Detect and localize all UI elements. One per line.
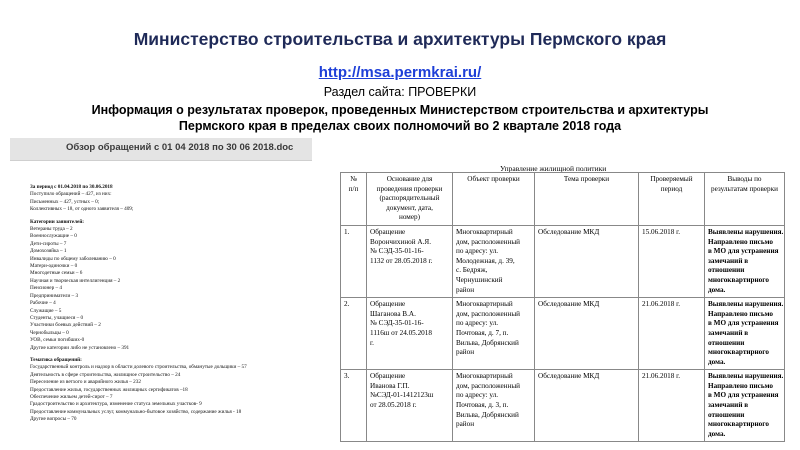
table-header-cell [705,173,785,226]
document-line: Тематика обращений: [30,356,82,363]
document-line: Предприниматели – 3 [30,292,79,299]
header-text: Основание для [386,175,433,183]
cell-text: Обращение [370,300,406,309]
header-text: результатам проверки [711,184,778,193]
cell-text: дома. [708,357,726,366]
cell-text: многоквартирного [708,275,769,284]
cell-text: дом, расположенный [456,309,521,318]
cell-text: 15.06.2018 г. [642,227,681,236]
document-line: Градостроительство и архитектура, изменение статуса земельных участков- 9 [30,401,202,408]
cell-text: Выявлены нарушения. [708,372,784,381]
document-line: Чернобыльцы – 0 [30,329,69,336]
document-line: Дети-сироты – 7 [30,240,67,247]
cell-text: Молодежная, д. 39, [456,256,515,265]
cell-period [639,370,705,442]
document-line: Предоставление коммунальных услуг, коммунально-бытовое хозяйство, содержание жилья - 18 [30,408,242,415]
cell-text: г. [370,338,374,347]
cell-text: от 28.05.2018 г. [370,401,417,410]
cell-text: Обращение [370,372,406,381]
document-line: Служащие – 5 [30,307,62,314]
cell-text: многоквартирного [708,348,769,357]
cell-text: Чернушинский [456,275,503,284]
cell-text: Направлено письмо [708,381,774,390]
cell-text: Вильва, Добрянский [456,410,519,419]
document-line: Деятельность в сфере строительства, жилищное строительство – 24 [30,371,181,378]
cell-text: 21.06.2018 г. [642,372,681,381]
document-filename[interactable]: Обзор обращений с 01 04 2018 по 30 06 2018.doc [66,142,294,153]
document-line: Государственный контроль и надзор в области долевого строительства, обманутые дольщики – 57 [30,364,247,371]
cell-text: дома. [708,285,726,294]
document-line: УОВ, семьи погибших-0 [30,337,85,344]
document-line: Рабочие – 4 [30,300,56,307]
document-line: Предоставление жилья, государственных жилищных сертификатов –18 [30,386,188,393]
cell-text: Почтовая, д. 7, п. [456,328,509,337]
document-header [10,138,312,161]
cell-result [705,225,785,297]
cell-text: отношении [708,266,745,275]
cell-text: № СЭД-35-01-16- [370,319,424,328]
cell-object [453,298,535,370]
cell-text: Почтовая, д. 3, п. [456,401,509,410]
cell-text: дома. [708,429,726,438]
document-line: Студенты, учащиеся – 0 [30,314,84,321]
cell-text: в МО для устранения [708,391,779,400]
info-line-2: Пермского края в пределах своих полномочий во 2 квартале 2018 года [178,119,622,133]
cell-text: дом, расположенный [456,237,521,246]
cell-text: Иванова Г.П. [370,381,410,390]
cell-text: Многоквартирный [456,372,513,381]
cell-text: Многоквартирный [456,227,513,236]
table-body [341,225,785,441]
info-line-1: Информация о результатах проверок, проведенных Министерством строительства и архитектуры [91,103,709,117]
header-text: № [350,175,357,183]
section-label: Раздел сайта: ПРОВЕРКИ [323,85,477,99]
cell-text: Обращение [370,227,406,236]
cell-basis [367,225,453,297]
site-link[interactable]: http://msa.permkrai.ru/ [318,64,482,81]
cell-text: замечаний в [708,401,749,410]
table-header-cell [535,173,639,226]
cell-num: 3. [341,370,367,442]
cell-text: в МО для устранения [708,247,779,256]
cell-text: 21.06.2018 г. [642,300,681,309]
cell-text: Выявлены нарушения. [708,300,784,309]
document-line: Инвалиды по общему заболеванию – 0 [30,255,116,262]
cell-text: отношении [708,338,745,347]
document-line: За период с 01.04.2018 по 30.06.2018 [30,184,113,190]
document-line: Другие вопросы – 70 [30,416,77,423]
table-header-cell [639,173,705,226]
document-body [30,184,320,424]
cell-num: 1. [341,225,367,297]
cell-text: Обследование МКД [538,300,600,309]
cell-topic [535,370,639,442]
document-line: Обеспечение жильем детей-сирот – 7 [30,393,113,400]
cell-period [639,225,705,297]
document-line: Военнослужащие – 0 [30,233,77,240]
cell-text: Шаганова В.А. [370,309,416,318]
cell-text: замечаний в [708,328,749,337]
inspection-table [340,172,785,442]
document-line: Домохозяйка – 1 [30,248,67,255]
table-header-cell [367,173,453,226]
cell-text: Обследование МКД [538,372,600,381]
cell-text: район [456,420,475,429]
table-row [341,225,785,297]
document-line: Категории заявителей: [30,218,85,225]
info-text [0,102,800,134]
cell-period [639,298,705,370]
header-text: номер) [398,213,421,222]
cell-text: 1116ш от 24.05.2018 [370,328,432,337]
header-text: Тема проверки [563,175,610,183]
document-line: Пенсионер – 4 [30,285,62,292]
table-caption: Управление жилищной политики [500,164,607,173]
cell-text: Направлено письмо [708,309,774,318]
cell-topic [535,225,639,297]
document-line: Коллективных – 18, от одного заявителя – 409; [30,206,134,213]
table-header-row [341,173,785,226]
table-header-cell [453,173,535,226]
header-text: Выводы по [727,175,762,183]
cell-text: дом, расположенный [456,381,521,390]
cell-basis [367,370,453,442]
cell-object [453,370,535,442]
cell-text: замечаний в [708,256,749,265]
cell-text: по адресу: ул. [456,391,499,400]
header-text: проведения проверки [376,184,443,193]
cell-result [705,298,785,370]
document-line: Матери-одиночки – 0 [30,263,78,270]
header-text: Проверяемый [650,175,693,183]
cell-text: Вильва, Добрянский [456,338,519,347]
cell-text: 1132 от 28.05.2018 г. [370,256,433,265]
document-line: Письменных – 427, устных – 0; [30,198,100,205]
cell-basis [367,298,453,370]
cell-text: по адресу: ул. [456,247,499,256]
document-line: Другие категории либо не установлено – 391 [30,344,130,351]
cell-text: №СЭД-01-1412123ш [370,391,434,400]
cell-text: по адресу: ул. [456,319,499,328]
header-text: период [660,184,683,193]
document-line: Научная и творческая интеллигенция – 2 [30,277,121,284]
cell-text: Ворончихиной А.Я. [370,237,431,246]
document-line: Многодетные семьи – 6 [30,270,83,277]
header-text: документ, дата, [386,203,433,212]
document-line: Переселение из ветхого и аварийного жилья – 232 [30,379,141,386]
document-line: Поступило обращений – 427, из них: [30,191,112,198]
header-text: п/п [348,184,359,193]
cell-text: отношении [708,410,745,419]
cell-num: 2. [341,298,367,370]
document-line: Ветераны труда – 2 [30,226,73,233]
cell-text: Направлено письмо [708,237,774,246]
table-row [341,370,785,442]
page-title: Министерство строительства и архитектуры Пермского края [133,29,667,49]
cell-topic [535,298,639,370]
cell-text: Многоквартирный [456,300,513,309]
cell-text: в МО для устранения [708,319,779,328]
cell-text: № СЭД-35-01-16- [370,247,424,256]
table-header-cell [341,173,367,226]
cell-text: район [456,285,475,294]
cell-result [705,370,785,442]
cell-text: район [456,348,475,357]
cell-text: многоквартирного [708,420,769,429]
table-row [341,298,785,370]
header-text: Объект проверки [467,175,520,183]
cell-text: с. Бедряж, [456,266,488,275]
header-text: (распорядительный [379,194,440,203]
cell-text: Обследование МКД [538,227,600,236]
cell-text: Выявлены нарушения. [708,227,784,236]
cell-object [453,225,535,297]
document-line: Участники боевых действий – 2 [30,322,101,329]
